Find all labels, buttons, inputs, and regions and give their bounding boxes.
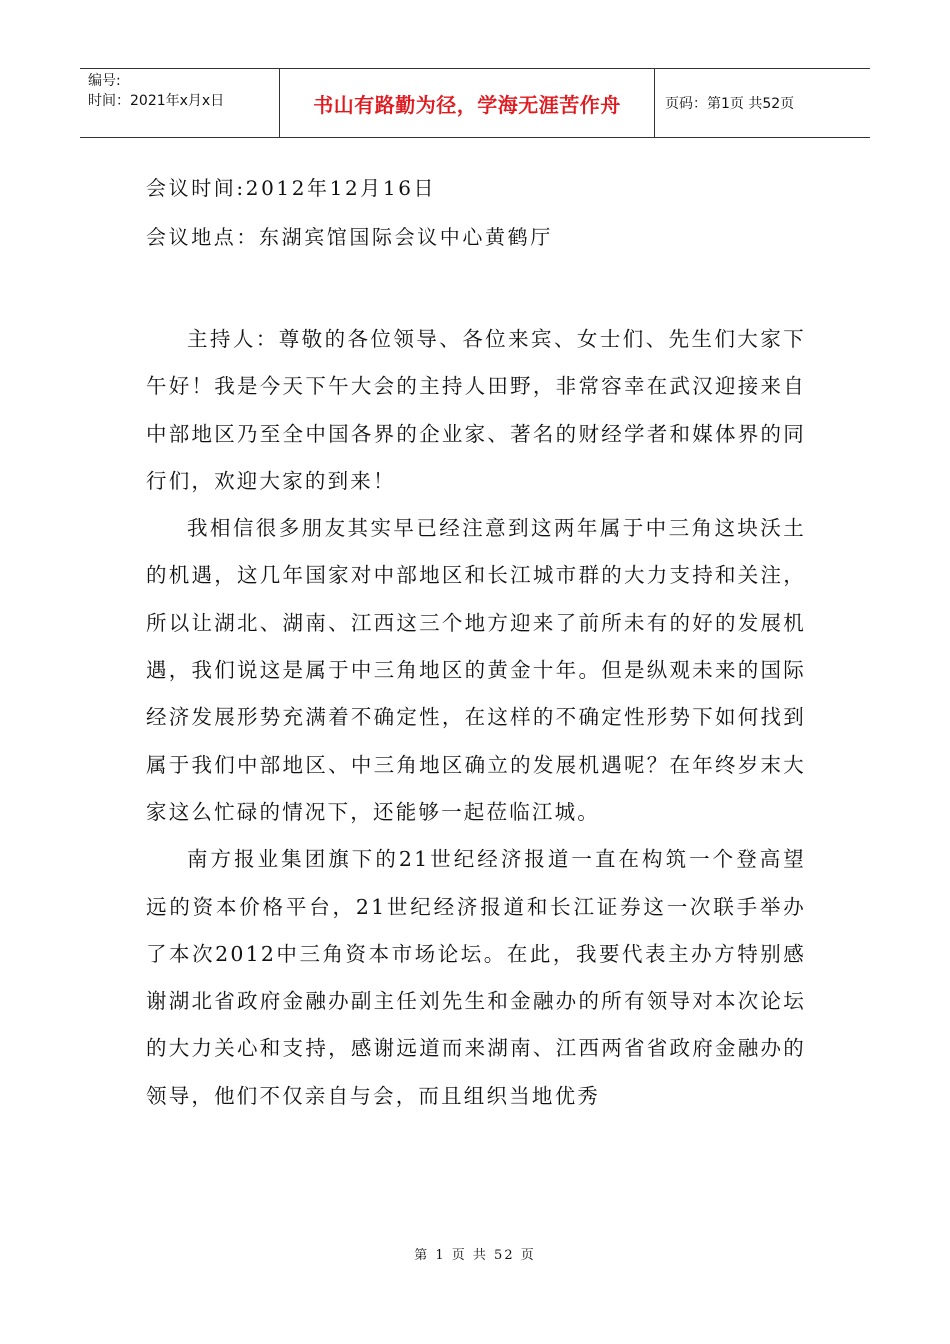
page-footer: 第 1 页 共 52 页 bbox=[414, 1248, 536, 1263]
document-body bbox=[146, 316, 806, 1120]
document-time-label: 时间：2021年x月x日 bbox=[88, 93, 225, 109]
header-meta-cell bbox=[80, 69, 280, 137]
page-header bbox=[80, 68, 870, 138]
header-motto: 书山有路勤为径，学海无涯苦作舟 bbox=[280, 69, 655, 137]
header-page-info: 页码：第1页 共52页 bbox=[665, 96, 795, 112]
paragraph: 我相信很多朋友其实早已经注意到这两年属于中三角这块沃土的机遇，这几年国家对中部地区和长江城市群的大力支持和关注，所以让湖北、湖南、江西这三个地方迎来了前所未有的好的发展机遇，我们说这是属于中三角地区的黄金十年。但是纵观未来的国际经济发展形势充满着不确定性，在这样的不确定性形势下如何找到属于我们中部地区、中三角地区确立的发展机遇呢？在年终岁末大家这么忙碌的情况下，还能够一起莅临江城。 bbox=[146, 516, 806, 824]
meeting-time: 会议时间:2012年12月16日 bbox=[146, 176, 437, 200]
document-number-label: 编号: bbox=[88, 73, 121, 89]
meeting-place: 会议地点：东湖宾馆国际会议中心黄鹤厅 bbox=[146, 225, 553, 249]
paragraph: 南方报业集团旗下的21世纪经济报道一直在构筑一个登高望远的资本价格平台，21世纪经济报道和长江证券这一次联手举办了本次2012中三角资本市场论坛。在此，我要代表主办方特别感谢湖北省政府金融办副主任刘先生和金融办的所有领导对本次论坛的大力关心和支持，感谢远道而来湖南、江西两省省政府金融办的领导，他们不仅亲自与会，而且组织当地优秀 bbox=[146, 847, 806, 1108]
paragraph: 主持人：尊敬的各位领导、各位来宾、女士们、先生们大家下午好！我是今天下午大会的主持人田野，非常容幸在武汉迎接来自中部地区乃至全中国各界的企业家、著名的财经学者和媒体界的同行们，欢迎大家的到来！ bbox=[146, 327, 806, 493]
